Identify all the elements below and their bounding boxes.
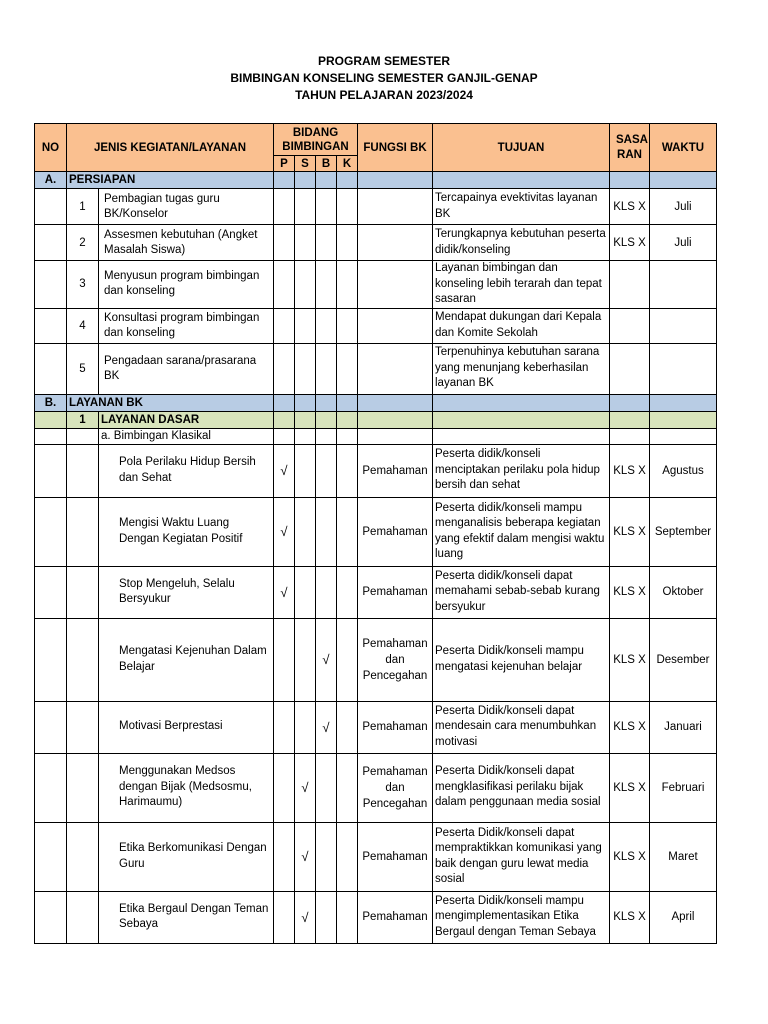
activity-cell: Stop Mengeluh, Selalu Bersyukur	[99, 566, 274, 618]
check-cell-b	[316, 891, 337, 943]
empty-cell	[67, 566, 99, 618]
empty-cell	[433, 411, 610, 428]
check-cell-b	[316, 444, 337, 497]
section-letter: B.	[35, 394, 67, 411]
goal-cell: Terungkapnya kebutuhan peserta didik/konseling	[433, 225, 610, 261]
empty-cell	[274, 343, 295, 394]
target-cell: KLS X	[610, 497, 650, 566]
col-s-header: S	[295, 156, 316, 172]
empty-cell	[295, 394, 316, 411]
empty-cell	[35, 753, 67, 822]
empty-cell	[337, 411, 358, 428]
empty-cell	[358, 261, 433, 309]
check-cell-k	[337, 701, 358, 753]
time-cell: April	[650, 891, 717, 943]
empty-cell	[337, 261, 358, 309]
section-a-row	[35, 172, 717, 189]
activity-cell: Menggunakan Medsos dengan Bijak (Medsosmu, Harimaumu)	[99, 753, 274, 822]
subsection-number: 1	[67, 411, 99, 428]
col-b-header: B	[316, 156, 337, 172]
row-number: 5	[67, 343, 99, 394]
time-cell	[650, 308, 717, 343]
empty-cell	[295, 428, 316, 444]
activity-cell: Pembagian tugas guru BK/Konselor	[99, 189, 274, 225]
empty-cell	[650, 411, 717, 428]
table-row	[35, 261, 717, 309]
time-cell: Desember	[650, 618, 717, 701]
empty-cell	[316, 428, 337, 444]
empty-cell	[337, 428, 358, 444]
section-title: LAYANAN BK	[67, 394, 274, 411]
function-cell: Pemahaman	[358, 891, 433, 943]
table-row	[35, 753, 717, 822]
check-cell-k	[337, 618, 358, 701]
row-number: 2	[67, 225, 99, 261]
klasikal-row	[35, 428, 717, 444]
col-fungsi-header: FUNGSI BK	[358, 124, 433, 172]
activity-cell: Pengadaan sarana/prasarana BK	[99, 343, 274, 394]
table-row	[35, 189, 717, 225]
empty-cell	[316, 225, 337, 261]
table-row	[35, 701, 717, 753]
goal-cell: Mendapat dukungan dari Kepala dan Komite Sekolah	[433, 308, 610, 343]
activity-cell: Motivasi Berprestasi	[99, 701, 274, 753]
check-cell-b	[316, 822, 337, 891]
check-cell-s: √	[295, 822, 316, 891]
check-cell-s	[295, 566, 316, 618]
activity-cell: Etika Bergaul Dengan Teman Sebaya	[99, 891, 274, 943]
empty-cell	[67, 701, 99, 753]
empty-cell	[358, 343, 433, 394]
document-title: PROGRAM SEMESTER	[317, 54, 450, 68]
section-b-row	[35, 394, 717, 411]
empty-cell	[67, 497, 99, 566]
col-waktu-header: WAKTU	[650, 124, 717, 172]
empty-cell	[274, 428, 295, 444]
time-cell: Juli	[650, 225, 717, 261]
empty-cell	[358, 428, 433, 444]
empty-cell	[67, 428, 99, 444]
goal-cell: Layanan bimbingan dan konseling lebih terarah dan tepat sasaran	[433, 261, 610, 309]
time-cell: Juli	[650, 189, 717, 225]
function-cell: Pemahaman	[358, 822, 433, 891]
check-cell-k	[337, 822, 358, 891]
target-cell: KLS X	[610, 566, 650, 618]
check-cell-s	[295, 618, 316, 701]
subsection-row	[35, 411, 717, 428]
check-cell-p	[274, 891, 295, 943]
goal-cell: Peserta didik/konseli mampu menganalisis beberapa kegiatan yang efektif dalam mengisi waktu luang	[433, 497, 610, 566]
check-cell-p: √	[274, 497, 295, 566]
check-cell-s	[295, 497, 316, 566]
table-row	[35, 822, 717, 891]
goal-cell: Terpenuhinya kebutuhan sarana yang menunjang keberhasilan layanan BK	[433, 343, 610, 394]
target-cell: KLS X	[610, 444, 650, 497]
target-cell	[610, 308, 650, 343]
time-cell	[650, 261, 717, 309]
function-cell: Pemahaman dan Pencegahan	[358, 753, 433, 822]
row-number: 4	[67, 308, 99, 343]
empty-cell	[295, 411, 316, 428]
empty-cell	[316, 189, 337, 225]
empty-cell	[295, 261, 316, 309]
empty-cell	[35, 411, 67, 428]
empty-cell	[316, 394, 337, 411]
empty-cell	[67, 822, 99, 891]
target-cell	[610, 261, 650, 309]
document-subtitle: BIMBINGAN KONSELING SEMESTER GANJIL-GENAP	[230, 71, 538, 85]
check-cell-s	[295, 701, 316, 753]
target-cell: KLS X	[610, 891, 650, 943]
table-row	[35, 225, 717, 261]
empty-cell	[316, 308, 337, 343]
table-row	[35, 497, 717, 566]
program-table	[34, 123, 717, 944]
empty-cell	[337, 394, 358, 411]
target-cell: KLS X	[610, 822, 650, 891]
empty-cell	[67, 891, 99, 943]
empty-cell	[35, 566, 67, 618]
target-cell: KLS X	[610, 225, 650, 261]
check-cell-k	[337, 566, 358, 618]
empty-cell	[35, 308, 67, 343]
goal-cell: Peserta didik/konseli menciptakan perilaku pola hidup bersih dan sehat	[433, 444, 610, 497]
col-jenis-header: JENIS KEGIATAN/LAYANAN	[67, 124, 274, 172]
empty-cell	[610, 428, 650, 444]
table-row	[35, 566, 717, 618]
empty-cell	[358, 308, 433, 343]
empty-cell	[295, 308, 316, 343]
empty-cell	[337, 308, 358, 343]
empty-cell	[433, 394, 610, 411]
empty-cell	[35, 497, 67, 566]
empty-cell	[433, 428, 610, 444]
check-cell-p	[274, 753, 295, 822]
activity-cell: Pola Perilaku Hidup Bersih dan Sehat	[99, 444, 274, 497]
empty-cell	[337, 343, 358, 394]
check-cell-k	[337, 891, 358, 943]
empty-cell	[35, 225, 67, 261]
empty-cell	[295, 189, 316, 225]
empty-cell	[650, 394, 717, 411]
empty-cell	[295, 225, 316, 261]
row-number: 1	[67, 189, 99, 225]
empty-cell	[316, 343, 337, 394]
check-cell-p	[274, 618, 295, 701]
table-row	[35, 618, 717, 701]
empty-cell	[358, 225, 433, 261]
col-no-header: NO	[35, 124, 67, 172]
time-cell: September	[650, 497, 717, 566]
empty-cell	[316, 261, 337, 309]
target-cell: KLS X	[610, 618, 650, 701]
goal-cell: Tercapainya evektivitas layanan BK	[433, 189, 610, 225]
target-cell	[610, 343, 650, 394]
empty-cell	[274, 225, 295, 261]
time-cell: Januari	[650, 701, 717, 753]
empty-cell	[358, 411, 433, 428]
col-p-header: P	[274, 156, 295, 172]
col-bidang-header: BIDANG BIMBINGAN	[274, 124, 358, 156]
check-cell-p	[274, 701, 295, 753]
empty-cell	[358, 189, 433, 225]
time-cell	[650, 343, 717, 394]
empty-cell	[610, 411, 650, 428]
time-cell: Maret	[650, 822, 717, 891]
function-cell: Pemahaman	[358, 566, 433, 618]
empty-cell	[67, 444, 99, 497]
school-year: TAHUN PELAJARAN 2023/2024	[295, 88, 473, 102]
time-cell: Februari	[650, 753, 717, 822]
activity-cell: Etika Berkomunikasi Dengan Guru	[99, 822, 274, 891]
goal-cell: Peserta Didik/konseli mampu mengatasi kejenuhan belajar	[433, 618, 610, 701]
check-cell-b: √	[316, 701, 337, 753]
goal-cell: Peserta Didik/konseli dapat mendesain cara menumbuhkan motivasi	[433, 701, 610, 753]
function-cell: Pemahaman	[358, 701, 433, 753]
empty-cell	[35, 701, 67, 753]
section-title: PERSIAPAN	[67, 172, 274, 189]
goal-cell: Peserta Didik/konseli dapat mempraktikkan komunikasi yang baik dengan guru lewat media sosial	[433, 822, 610, 891]
empty-cell	[295, 343, 316, 394]
time-cell: Agustus	[650, 444, 717, 497]
activity-cell: Menyusun program bimbingan dan konseling	[99, 261, 274, 309]
time-cell: Oktober	[650, 566, 717, 618]
goal-cell: Peserta Didik/konseli mampu mengimplementasikan Etika Bergaul dengan Teman Sebaya	[433, 891, 610, 943]
empty-cell	[650, 428, 717, 444]
table-row	[35, 891, 717, 943]
col-sasaran-header: SASA RAN	[610, 124, 650, 172]
empty-cell	[274, 189, 295, 225]
table-row	[35, 343, 717, 394]
target-cell: KLS X	[610, 701, 650, 753]
empty-cell	[35, 261, 67, 309]
check-cell-s	[295, 444, 316, 497]
subsection-title: LAYANAN DASAR	[99, 411, 274, 428]
empty-cell	[274, 261, 295, 309]
goal-cell: Peserta didik/konseli dapat memahami sebab-sebab kurang bersyukur	[433, 566, 610, 618]
empty-cell	[610, 394, 650, 411]
empty-cell	[67, 753, 99, 822]
goal-cell: Peserta Didik/konseli dapat mengklasifikasi perilaku bijak dalam penggunaan media sosial	[433, 753, 610, 822]
check-cell-s: √	[295, 891, 316, 943]
check-cell-p: √	[274, 444, 295, 497]
empty-cell	[35, 891, 67, 943]
table-row	[35, 444, 717, 497]
activity-cell: Assesmen kebutuhan (Angket Masalah Siswa)	[99, 225, 274, 261]
empty-cell	[35, 428, 67, 444]
check-cell-k	[337, 444, 358, 497]
target-cell: KLS X	[610, 189, 650, 225]
target-cell: KLS X	[610, 753, 650, 822]
check-cell-p	[274, 822, 295, 891]
function-cell: Pemahaman dan Pencegahan	[358, 618, 433, 701]
col-tujuan-header: TUJUAN	[433, 124, 610, 172]
empty-cell	[274, 394, 295, 411]
empty-cell	[67, 618, 99, 701]
function-cell: Pemahaman	[358, 497, 433, 566]
check-cell-b: √	[316, 618, 337, 701]
empty-cell	[35, 444, 67, 497]
check-cell-s: √	[295, 753, 316, 822]
empty-cell	[358, 394, 433, 411]
table-row	[35, 308, 717, 343]
empty-cell	[316, 411, 337, 428]
row-number: 3	[67, 261, 99, 309]
check-cell-k	[337, 753, 358, 822]
activity-cell: Mengisi Waktu Luang Dengan Kegiatan Positif	[99, 497, 274, 566]
check-cell-k	[337, 497, 358, 566]
klasikal-label: a. Bimbingan Klasikal	[99, 428, 274, 444]
empty-cell	[274, 411, 295, 428]
empty-cell	[274, 308, 295, 343]
check-cell-b	[316, 753, 337, 822]
empty-cell	[337, 225, 358, 261]
empty-cell	[35, 618, 67, 701]
function-cell: Pemahaman	[358, 444, 433, 497]
empty-cell	[337, 189, 358, 225]
section-letter: A.	[35, 172, 67, 189]
check-cell-b	[316, 566, 337, 618]
activity-cell: Konsultasi program bimbingan dan konseling	[99, 308, 274, 343]
activity-cell: Mengatasi Kejenuhan Dalam Belajar	[99, 618, 274, 701]
empty-cell	[35, 343, 67, 394]
check-cell-b	[316, 497, 337, 566]
check-cell-p: √	[274, 566, 295, 618]
empty-cell	[35, 189, 67, 225]
col-k-header: K	[337, 156, 358, 172]
empty-cell	[35, 822, 67, 891]
